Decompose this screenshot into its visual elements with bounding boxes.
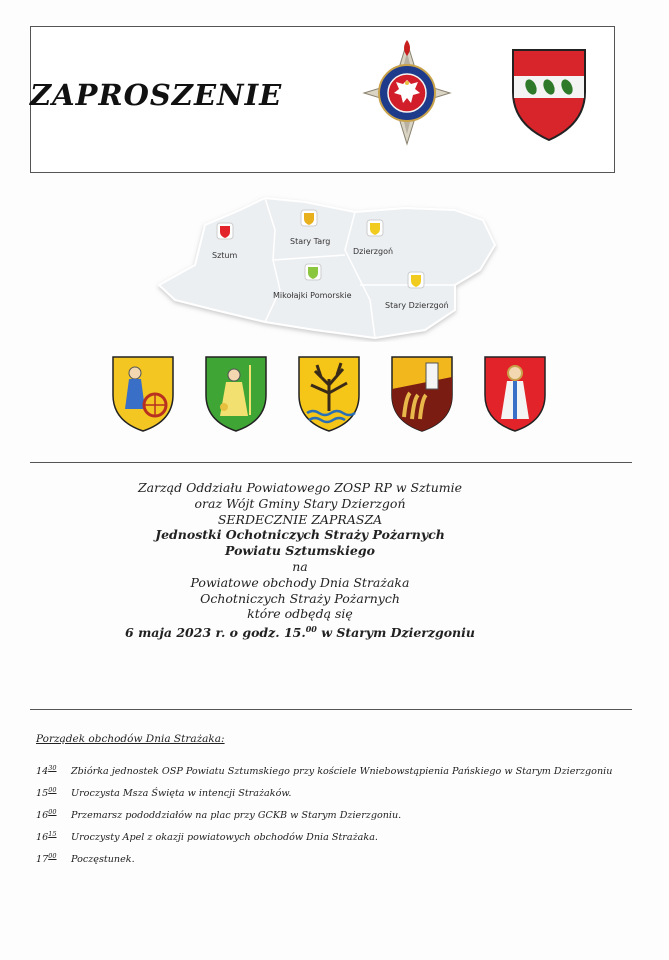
program-item (36, 808, 636, 830)
invitation-line-1: Zarząd Oddziału Powiatowego ZOSP RP w Sztumie (137, 480, 463, 495)
program-item (36, 786, 636, 808)
page-title: ZAPROSZENIE (30, 78, 283, 112)
program-text: Uroczysta Msza Święta w intencji Strażaków. (71, 788, 292, 800)
invitation-line-9: które odbędą się (247, 606, 353, 622)
map-label-stary-targ: Stary Targ (290, 237, 331, 246)
program-title: Porządek obchodów Dnia Strażaka: (36, 733, 225, 745)
program-item (36, 852, 636, 874)
map-label-stary-dzierzgon: Stary Dzierzgoń (385, 301, 449, 310)
map-label-sztum: Sztum (212, 251, 238, 260)
program-time: $15^{00}$ (36, 786, 57, 800)
county-map (155, 190, 500, 342)
program-time: $17^{00}$ (36, 852, 57, 866)
program-item (36, 764, 636, 786)
program-list (36, 764, 636, 874)
invitation-line-2: oraz Wójt Gminy Stary Dzierzgoń (194, 495, 406, 511)
gmina-coat-of-arms (509, 46, 589, 142)
crests-row (0, 355, 669, 435)
date-prefix: 6 maja 2023 r. o godz. 15. (125, 625, 306, 641)
crest-stary-targ (390, 355, 454, 433)
program-text: Uroczysty Apel z okazji powiatowych obchodów Dnia Strażaka. (71, 832, 378, 844)
divider-top (30, 462, 632, 463)
invitation-line-5: Powiatu Sztumskiego (225, 543, 375, 559)
crest-sztum (111, 355, 175, 433)
invitation-text (100, 480, 500, 641)
program-time: $16^{00}$ (36, 808, 57, 822)
map-area (159, 198, 495, 338)
invitation-date-line (100, 622, 500, 641)
program-time: $16^{15}$ (36, 830, 57, 844)
invitation-line-4: Jednostki Ochotniczych Straży Pożarnych (155, 527, 445, 543)
invitation-line-8: Ochotniczych Straży Pożarnych (200, 590, 400, 606)
program-text: Poczęstunek. (71, 854, 135, 866)
crest-dzierzgon (297, 355, 361, 433)
invitation-line-6: na (292, 558, 308, 574)
crest-stary-dzierzgon (483, 355, 547, 433)
date-suffix: w Starym Dzierzgoniu (316, 625, 475, 641)
map-label-dzierzgon: Dzierzgoń (353, 247, 394, 256)
invitation-line-7: Powiatowe obchody Dnia Strażaka (190, 574, 410, 590)
date-sup: 00 (305, 624, 317, 635)
program-text: Zbiórka jednostek OSP Powiatu Sztumskiego przy kościele Wniebowstąpienia Pańskiego w Starym Dzierzgoniu (71, 766, 613, 778)
osp-emblem-logo (362, 38, 452, 148)
map-label-mikolajki: Mikołajki Pomorskie (273, 291, 352, 300)
program-item (36, 830, 636, 852)
divider-bottom (30, 709, 632, 710)
invitation-line-3: SERDECZNIE ZAPRASZA (217, 511, 383, 527)
program-text: Przemarsz pododdziałów na plac przy GCKB w Starym Dzierzgoniu. (71, 810, 402, 822)
program-time: $14^{30}$ (36, 764, 57, 778)
crest-mikolajki (204, 355, 268, 433)
